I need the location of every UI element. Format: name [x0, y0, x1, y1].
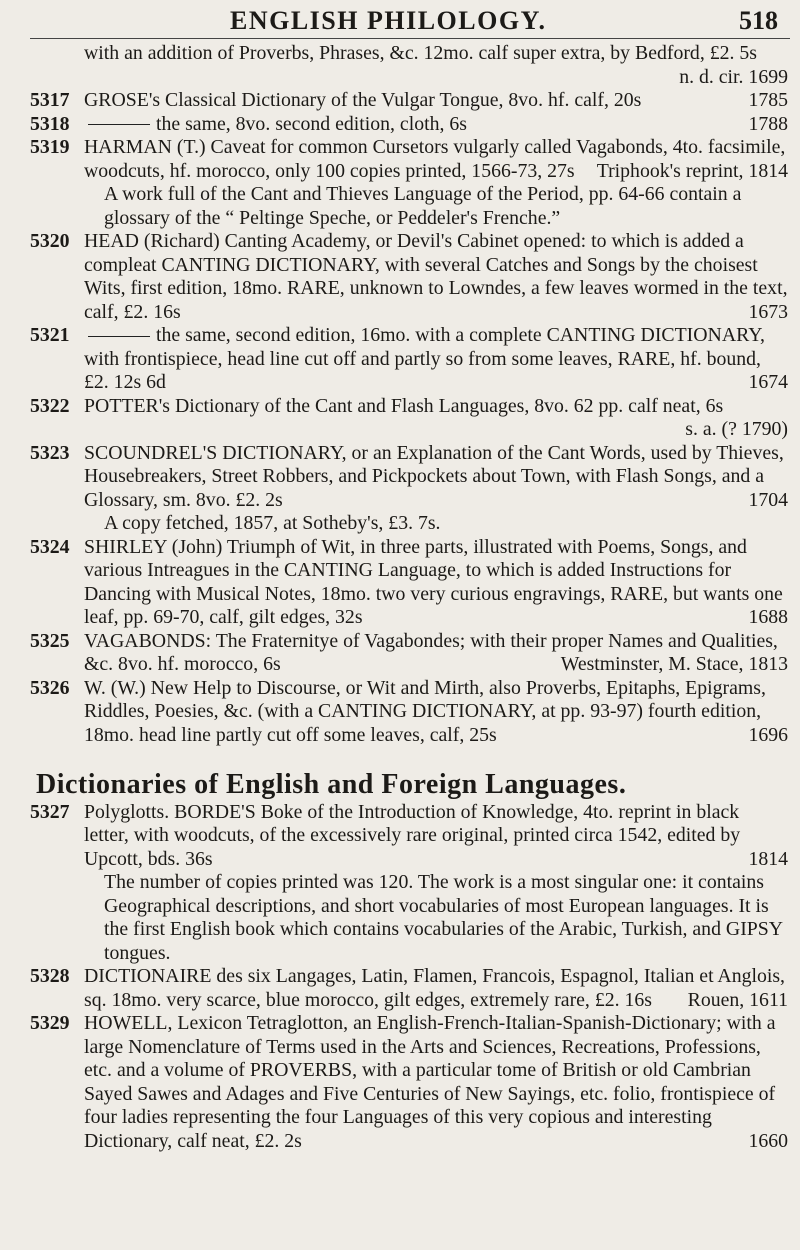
entry-date: 1660	[748, 1129, 788, 1152]
catalogue-entry	[0, 113, 800, 137]
entry-text-block	[84, 677, 788, 748]
entry-text-block	[84, 1012, 788, 1153]
lot-number: 5321	[30, 324, 70, 346]
ditto-dash	[88, 336, 150, 337]
page-number: 518	[739, 6, 778, 35]
entry-date: n. d. cir. 1699	[679, 65, 788, 88]
entry-text-block	[84, 442, 788, 513]
entry-text: SCOUNDREL'S DICTIONARY, or an Explanation of the Cant Words, used by Thieves, Housebreakers, Street Robbers, and Pickpockets about Town, with Flash Songs, and a Glossary, sm. 8vo. £2. 2s	[84, 441, 784, 511]
entry-date: 1814	[748, 847, 788, 870]
entry-date: Westminster, M. Stace, 1813	[560, 653, 788, 675]
entry-text-block	[84, 89, 788, 113]
catalogue-entry	[0, 801, 800, 966]
entry-text: with an addition of Proverbs, Phrases, &c. 12mo. calf super extra, by Bedford, £2. 5s	[84, 42, 757, 64]
section-heading: Dictionaries of English and Foreign Languages.	[36, 769, 627, 800]
catalogue-entry	[0, 89, 800, 113]
catalogue-entry	[0, 136, 800, 230]
entry-text-block	[84, 136, 788, 183]
ditto-dash	[88, 124, 150, 125]
entry-date: 1704	[748, 488, 788, 511]
lot-number: 5324	[30, 535, 70, 558]
entry-text: the same, second edition, 16mo. with a complete CANTING DICTIONARY, with frontispiece, head line cut off and partly so from some leaves, RARE, hf. bound, £2. 12s 6d	[84, 324, 765, 393]
entry-date: 1688	[748, 606, 788, 628]
entry-text: VAGABONDS: The Fraternitye of Vagabondes; with their proper Names and Qualities, &c. 8vo. hf. morocco, 6s	[84, 629, 778, 675]
entry-text-block	[84, 324, 788, 395]
lot-number: 5319	[30, 136, 70, 158]
catalogue-entry	[0, 395, 800, 442]
running-title: ENGLISH PHILOLOGY.	[230, 6, 547, 35]
lot-number: 5328	[30, 965, 70, 987]
entry-date: Rouen, 1611	[687, 988, 788, 1011]
entry-date: Triphook's reprint, 1814	[596, 159, 788, 182]
entry-text: DICTIONAIRE des six Langages, Latin, Flamen, Francois, Espagnol, Italian et Anglois, sq. 18mo. very scarce, blue morocco, gilt edges, extremely rare, £2. 16s	[84, 965, 786, 1011]
catalogue-entry	[0, 230, 800, 324]
catalogue-entry	[0, 630, 800, 677]
entry-text: HARMAN (T.) Caveat for common Cursetors vulgarly called Vagabonds, 4to. facsimile, woodcuts, hf. morocco, only 100 copies printed, 1566-73, 27s	[84, 136, 786, 182]
page-body	[0, 42, 800, 1153]
entry-text-block	[84, 536, 788, 630]
catalogue-entry	[0, 324, 800, 395]
catalogue-entry	[0, 965, 800, 1012]
entry-text-block	[84, 801, 788, 872]
catalogue-entry	[0, 442, 800, 536]
entry-text-block	[84, 230, 788, 324]
entry-text: the same, 8vo. second edition, cloth, 6s	[156, 112, 467, 135]
entry-text: SHIRLEY (John) Triumph of Wit, in three parts, illustrated with Poems, Songs, and various Intreagues in the CANTING Language, to which is added Instructions for Dancing with Musical Notes, 18mo. two very curious engravings, RARE, but wants one leaf, pp. 69-70, calf, gilt edges, 32s	[84, 535, 783, 628]
lot-number: 5318	[30, 112, 70, 135]
lot-number: 5325	[30, 629, 70, 652]
entry-note: A copy fetched, 1857, at Sotheby's, £3. 7s.	[104, 512, 441, 534]
entry-text: POTTER's Dictionary of the Cant and Flash Languages, 8vo. 62 pp. calf neat, 6s	[84, 394, 724, 417]
entry-note: The number of copies printed was 120. The work is a most singular one: it contains Geographical descriptions, and short vocabularies of most European languages. It is the first English book which contains vocabularies of the Arabic, Turkish, and GIPSY tongues.	[104, 871, 783, 964]
entry-text: GROSE's Classical Dictionary of the Vulgar Tongue, 8vo. hf. calf, 20s	[84, 89, 642, 111]
entry-date: 1788	[748, 112, 788, 135]
lot-number: 5327	[30, 800, 70, 823]
entry-date: 1674	[748, 371, 788, 393]
entry-date: 1673	[748, 300, 788, 323]
entry-text: HEAD (Richard) Canting Academy, or Devil's Cabinet opened: to which is added a compleat CANTING DICTIONARY, with several Catches and Songs by the choisest Wits, first edition, 18mo. RARE, unknown to Lowndes, a few leaves wormed in the text, calf, £2. 16s	[84, 230, 788, 323]
lot-number: 5317	[30, 89, 70, 111]
lot-number: 5320	[30, 230, 70, 252]
entry-text: Polyglotts. BORDE'S Boke of the Introduction of Knowledge, 4to. reprint in black letter, with woodcuts, of the excessively rare original, printed circa 1542, edited by Upcott, bds. 36s	[84, 800, 741, 870]
catalogue-entry	[0, 42, 800, 89]
entry-date: s. a. (? 1790)	[685, 418, 788, 440]
page-header	[0, 4, 800, 40]
entry-text-block	[84, 965, 788, 1012]
lot-number: 5326	[30, 676, 70, 699]
entry-date: 1785	[748, 89, 788, 111]
entry-date: 1696	[748, 723, 788, 746]
catalogue-entry	[0, 536, 800, 630]
entries-top	[0, 42, 800, 747]
entry-text: W. (W.) New Help to Discourse, or Wit and Mirth, also Proverbs, Epitaphs, Epigrams, Riddles, Poesies, &c. (with a CANTING DICTIONARY, at pp. 93-97) fourth edition, 18mo. head line partly cut off some leaves, calf, 25s	[84, 676, 766, 746]
entry-text-block	[84, 42, 788, 89]
lot-number: 5329	[30, 1012, 70, 1034]
entry-text: HOWELL, Lexicon Tetraglotton, an English-French-Italian-Spanish-Dictionary; with a large Nomenclature of Terms used in the Arts and Sciences, Recreations, Professions, etc. and a volume of PROVERBS, with a particular tome of British or old Cambrian Sayed Sawes and Adages and Five Centuries of New Sayings, etc. folio, frontispiece of four ladies representing the four Languages of this very copious and interesting Dictionary, calf neat, £2. 2s	[84, 1012, 776, 1152]
entry-text-block	[84, 113, 788, 137]
lot-number: 5322	[30, 394, 70, 417]
entries-bottom	[0, 801, 800, 1154]
header-rule	[30, 38, 790, 39]
entry-note: A work full of the Cant and Thieves Language of the Period, pp. 64-66 contain a glossary of the “ Peltinge Speche, or Peddeler's Frenche.”	[104, 183, 742, 229]
catalogue-entry	[0, 1012, 800, 1153]
catalogue-entry	[0, 677, 800, 748]
lot-number: 5323	[30, 441, 70, 464]
entry-text-block	[84, 395, 788, 442]
entry-text-block	[84, 630, 788, 677]
